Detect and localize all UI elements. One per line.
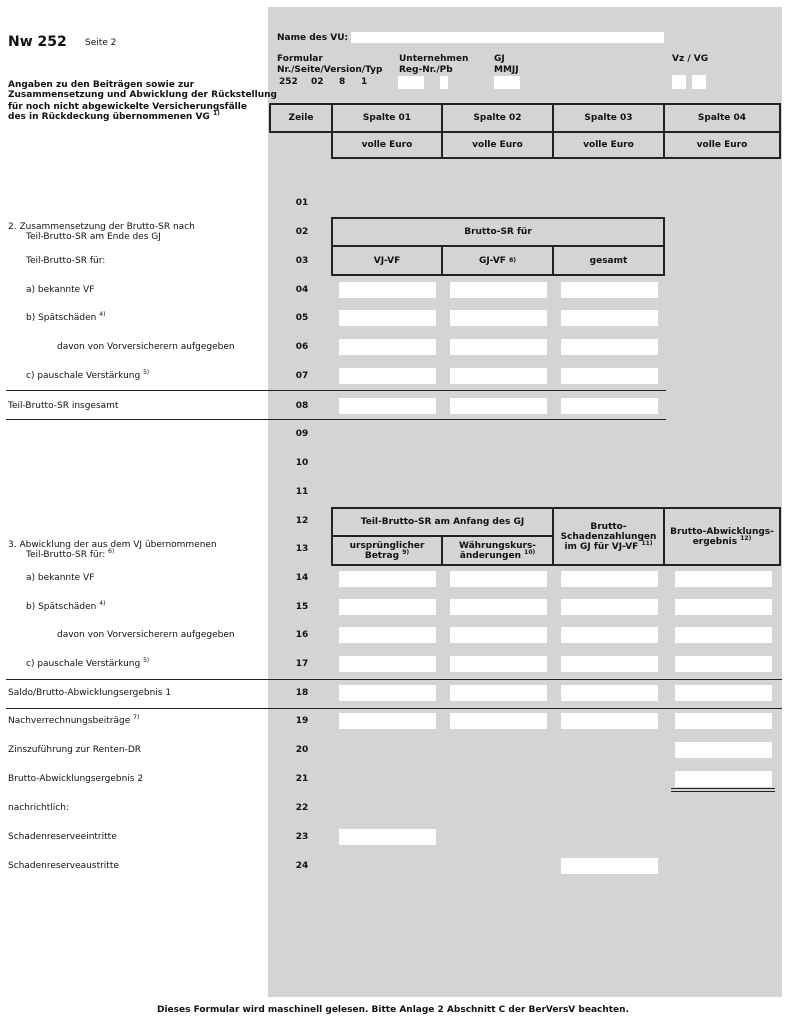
- divider: [6, 419, 666, 420]
- form-description: [8, 80, 277, 122]
- section2-title: 2. Zusammensetzung der Brutto-SR nach: [8, 222, 195, 232]
- row-18-label: Saldo/Brutto-Abwicklungsergebnis 1: [8, 688, 172, 698]
- input-18-02[interactable]: [450, 685, 547, 701]
- input-08-01[interactable]: [339, 398, 436, 414]
- double-underline: [671, 788, 775, 789]
- input-06-02[interactable]: [450, 339, 547, 355]
- zeile-number: 02: [295, 227, 309, 237]
- input-21-04[interactable]: [675, 771, 772, 787]
- unternehmen-label: Unternehmen: [399, 54, 469, 64]
- zeile-header: Zeile: [269, 103, 331, 133]
- nr-value-formular: 252: [279, 77, 298, 87]
- schadenzahlungen-header: Brutto- Schadenzahlungen im GJ für VJ-VF $^{11)}$: [552, 507, 665, 566]
- input-08-02[interactable]: [450, 398, 547, 414]
- input-14-02[interactable]: [450, 571, 547, 587]
- double-underline: [671, 791, 775, 792]
- zeile-number: 19: [295, 716, 309, 726]
- vg-input[interactable]: [692, 75, 706, 89]
- input-05-03[interactable]: [561, 310, 658, 326]
- gesamt-header: gesamt: [552, 245, 665, 276]
- waehrungskurs-header: Währungskurs- änderungen $^{10)}$: [441, 535, 554, 566]
- row-22-label: nachrichtlich:: [8, 803, 69, 813]
- zeile-number: 21: [295, 774, 309, 784]
- gj-input[interactable]: [494, 76, 520, 89]
- input-19-02[interactable]: [450, 713, 547, 729]
- zeile-number: 06: [295, 342, 309, 352]
- row-20-label: Zinszuführung zur Renten-DR: [8, 745, 142, 755]
- input-04-01[interactable]: [339, 282, 436, 298]
- regnr-input[interactable]: [398, 76, 424, 89]
- zeile-number: 24: [295, 861, 309, 871]
- zeile-number: 08: [295, 401, 309, 411]
- input-18-03[interactable]: [561, 685, 658, 701]
- row-08-label: Teil-Brutto-SR insgesamt: [8, 401, 119, 411]
- row-15-label: b) Spätschäden $^{4)}$: [26, 600, 106, 612]
- input-15-03[interactable]: [561, 599, 658, 615]
- row-05-label: b) Spätschäden $^{4)}$: [26, 311, 106, 323]
- input-04-03[interactable]: [561, 282, 658, 298]
- teil-brutto-anfang-header: Teil-Brutto-SR am Anfang des GJ: [331, 507, 554, 537]
- zeile-number: 07: [295, 371, 309, 381]
- input-07-01[interactable]: [339, 368, 436, 384]
- spalte-01-header: Spalte 01: [331, 103, 443, 133]
- input-06-03[interactable]: [561, 339, 658, 355]
- input-14-03[interactable]: [561, 571, 658, 587]
- name-label: Name des VU:: [277, 33, 349, 43]
- section3-title-2: Teil-Brutto-SR für: $^{6)}$: [26, 548, 115, 560]
- description-line: des in Rückdeckung übernommenen VG $^{1)}$: [8, 110, 220, 122]
- spalte-02-header: Spalte 02: [441, 103, 554, 133]
- formular-label: Formular: [277, 54, 323, 64]
- zeile-number: 18: [295, 688, 309, 698]
- input-04-02[interactable]: [450, 282, 547, 298]
- regnr-label: Reg-Nr./Pb: [399, 65, 453, 75]
- zeile-number: 05: [295, 313, 309, 323]
- input-15-01[interactable]: [339, 599, 436, 615]
- row-17-label: c) pauschale Verstärkung $^{5)}$: [26, 657, 150, 669]
- section2-title-2: Teil-Brutto-SR am Ende des GJ: [26, 232, 161, 242]
- input-15-02[interactable]: [450, 599, 547, 615]
- nr-value-typ: 1: [361, 77, 368, 87]
- section2-subtitle: Teil-Brutto-SR für:: [26, 256, 106, 266]
- unit-01: volle Euro: [331, 131, 443, 159]
- row-06-label: davon von Vorversicherern aufgegeben: [57, 342, 235, 352]
- brutto-sr-header: Brutto-SR für: [331, 217, 665, 247]
- input-23-01[interactable]: [339, 829, 436, 845]
- abwicklungsergebnis-header: Brutto-Abwicklungs- ergebnis $^{12)}$: [663, 507, 781, 566]
- vzvg-label: Vz / VG: [672, 54, 709, 64]
- zeile-number: 20: [295, 745, 309, 755]
- input-20-04[interactable]: [675, 742, 772, 758]
- input-07-02[interactable]: [450, 368, 547, 384]
- description-line: Zusammensetzung und Abwicklung der Rückstellung: [8, 90, 277, 100]
- divider: [6, 679, 782, 680]
- section3-title: 3. Abwicklung der aus dem VJ übernommenen: [8, 540, 217, 550]
- input-19-03[interactable]: [561, 713, 658, 729]
- input-17-03[interactable]: [561, 656, 658, 672]
- zeile-number: 10: [295, 458, 309, 468]
- nr-value-seite: 02: [311, 77, 324, 87]
- input-14-01[interactable]: [339, 571, 436, 587]
- spalte-03-header: Spalte 03: [552, 103, 665, 133]
- gj-label: GJ: [494, 54, 505, 64]
- input-17-04[interactable]: [675, 656, 772, 672]
- zeile-number: 11: [295, 487, 309, 497]
- pb-input[interactable]: [440, 76, 448, 89]
- urspruenglicher-betrag-header: ursprünglicher Betrag $^{9)}$: [331, 535, 443, 566]
- input-17-01[interactable]: [339, 656, 436, 672]
- zeile-number: 22: [295, 803, 309, 813]
- zeile-number: 01: [295, 198, 309, 208]
- input-19-01[interactable]: [339, 713, 436, 729]
- row-19-label: Nachverrechnungsbeiträge $^{7)}$: [8, 714, 140, 726]
- page-label: Seite 2: [85, 38, 117, 48]
- row-07-label: c) pauschale Verstärkung $^{5)}$: [26, 369, 150, 381]
- vz-input[interactable]: [672, 75, 686, 89]
- input-19-04[interactable]: [675, 713, 772, 729]
- zeile-number: 16: [295, 630, 309, 640]
- footer-note: Dieses Formular wird maschinell gelesen. Bitte Anlage 2 Abschnitt C der BerVersV beachten.: [156, 1005, 629, 1015]
- input-06-01[interactable]: [339, 339, 436, 355]
- form-id: Nw 252: [8, 34, 67, 50]
- row-23-label: Schadenreserveeintritte: [8, 832, 117, 842]
- gj-vf-header: GJ-VF 8): [441, 245, 554, 276]
- input-14-04[interactable]: [675, 571, 772, 587]
- vj-vf-header: VJ-VF: [331, 245, 443, 276]
- mmjj-label: MMJJ: [494, 65, 519, 75]
- input-05-02[interactable]: [450, 310, 547, 326]
- input-05-01[interactable]: [339, 310, 436, 326]
- input-24-03[interactable]: [561, 858, 658, 874]
- zeile-number: 03: [295, 256, 309, 266]
- input-16-04[interactable]: [675, 627, 772, 643]
- input-07-03[interactable]: [561, 368, 658, 384]
- input-08-03[interactable]: [561, 398, 658, 414]
- zeile-number: 15: [295, 602, 309, 612]
- nr-label: Nr./Seite/Version/Typ: [277, 65, 383, 75]
- zeile-number: 12: [295, 516, 309, 526]
- divider: [6, 390, 666, 391]
- zeile-number: 17: [295, 659, 309, 669]
- row-21-label: Brutto-Abwicklungsergebnis 2: [8, 774, 144, 784]
- zeile-number: 09: [295, 429, 309, 439]
- spalte-04-header: Spalte 04: [663, 103, 781, 133]
- row-24-label: Schadenreserveaustritte: [8, 861, 119, 871]
- description-line: Angaben zu den Beiträgen sowie zur: [8, 80, 195, 90]
- zeile-number: 13: [295, 544, 309, 554]
- zeile-number: 14: [295, 573, 309, 583]
- row-14-label: a) bekannte VF: [26, 573, 95, 583]
- description-line: für noch nicht abgewickelte Versicherungsfälle: [8, 102, 247, 112]
- input-17-02[interactable]: [450, 656, 547, 672]
- nr-value-version: 8: [339, 77, 346, 87]
- row-04-label: a) bekannte VF: [26, 285, 95, 295]
- zeile-number: 23: [295, 832, 309, 842]
- input-16-03[interactable]: [561, 627, 658, 643]
- unit-02: volle Euro: [441, 131, 554, 159]
- name-input[interactable]: [351, 32, 664, 43]
- input-18-04[interactable]: [675, 685, 772, 701]
- input-16-02[interactable]: [450, 627, 547, 643]
- input-16-01[interactable]: [339, 627, 436, 643]
- unit-03: volle Euro: [552, 131, 665, 159]
- row-16-label: davon von Vorversicherern aufgegeben: [57, 630, 235, 640]
- input-18-01[interactable]: [339, 685, 436, 701]
- unit-04: volle Euro: [663, 131, 781, 159]
- input-15-04[interactable]: [675, 599, 772, 615]
- divider: [6, 708, 782, 709]
- zeile-number: 04: [295, 285, 309, 295]
